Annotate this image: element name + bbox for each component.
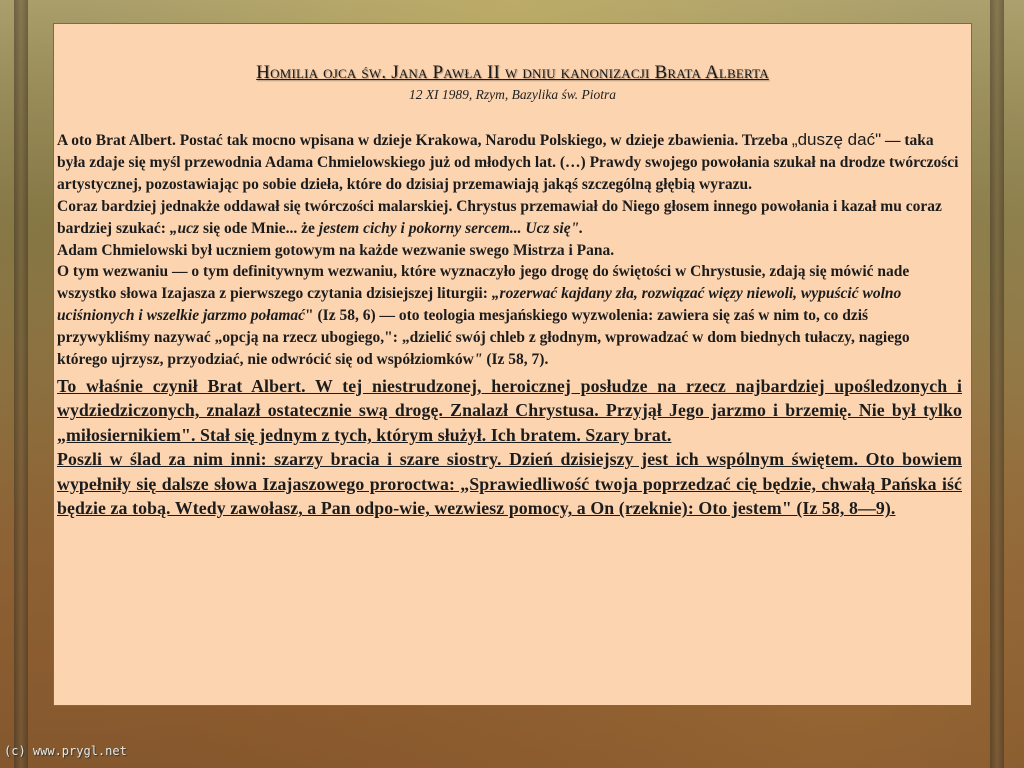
italic-run: jestem cichy i pokorny sercem... Ucz się". [318,219,584,237]
paragraph-1 [57,129,962,196]
underlined-paragraph-1: To właśnie czynił Brat Albert. W tej niestrudzonej, heroicznej posłudze na rzecz najbardziej upośledzonych i wydziedziczonych, znalazł ostatecznie swą drogę. Znalazł Chrystusa. Przyjął Jego jarzmo i brzemię. Nie był tylko „miłosiernikiem". Stał się jednym z tych, którym służył. Ich bratem. Szary brat. [57,375,962,445]
text-run: — taka była zdaje się myśl przewodnia Adama Chmielowskiego już od młodych lat. (…) Prawdy swojego powołania szukał na drodze twórczości artystycznej, pozostawiając po sobie dzieła, które do dzisiaj przemawiają jakąś szczególną głębią wyrazu. [57,132,959,193]
background-tree [990,0,1004,768]
italic-run: „ucz [169,219,200,237]
paragraph-4 [57,261,962,371]
paragraph-3: Adam Chmielowski był uczniem gotowym na każde wezwanie swego Mistrza i Pana. [57,241,615,259]
text-run: O tym wezwaniu — o tym definitywnym wezwaniu, które wyznaczyło jego drogę do świętości w Chrystusie, zdają się mówić nade wszystko słowa Izajasza z pierwszego czytania dzisiejszej liturgii: [57,263,910,303]
subtitle: 12 XI 1989, Rzym, Bazylika św. Piotra [408,87,617,102]
paragraph-2 [57,196,962,240]
text-run: A oto Brat Albert. Postać tak mocno wpisana w dzieje Krakowa, Narodu Polskiego, w dzieje zbawienia. Trzeba [57,132,792,149]
italic-run: " [473,351,483,369]
homily-body [57,129,962,521]
copyright-watermark: (c) www.prygl.net [4,744,127,758]
italic-run: „rozerwać kajdany zła, rozwiązać więzy niewoli, wypuścić wolno uciśnionych i wszelkie jarzmo połamać [57,285,902,325]
text-run: (Iz 58, 7). [482,351,549,369]
page-title: Homilia ojca św. Jana Pawła II w dniu kanonizacji Brata Alberta [256,62,769,83]
text-run: się ode Mnie... że [199,219,319,237]
background-tree [14,0,28,768]
text-run: " (Iz 58, 6) — oto teologia mesjańskiego wyzwolenia: zawiera się zaś w nim to, co dziś przywykliśmy nazywać „opcją na rzecz ubogiego,": „dzielić swój chleb z głodnym, wprowadzać w dom biednych tułaczy, nagiego którego ujrzysz, przyodziać, nie odwrócić się od współziomków [57,307,910,369]
homily-panel [53,23,972,706]
quote-run: „duszę dać" [791,130,882,149]
underlined-paragraph-2: Poszli w ślad za nim inni: szarzy bracia i szare siostry. Dzień dzisiejszy jest ich wspólnym świętem. Oto bowiem wypełniły się dalsze słowa Izajaszowego proroctwa: „Sprawiedliwość twoja poprzedzać cię będzie, chwałą Pańska iść będzie za tobą. Wtedy zawołasz, a Pan odpo-wie, wezwiesz pomocy, a On (rzeknie): Oto jestem" (Iz 58, 8—9). [57,449,962,519]
text-run: Coraz bardziej jednakże oddawał się twórczości malarskiej. Chrystus przemawiał do Niego głosem innego powołania i kazał mu coraz bardziej szukać: [57,197,942,237]
